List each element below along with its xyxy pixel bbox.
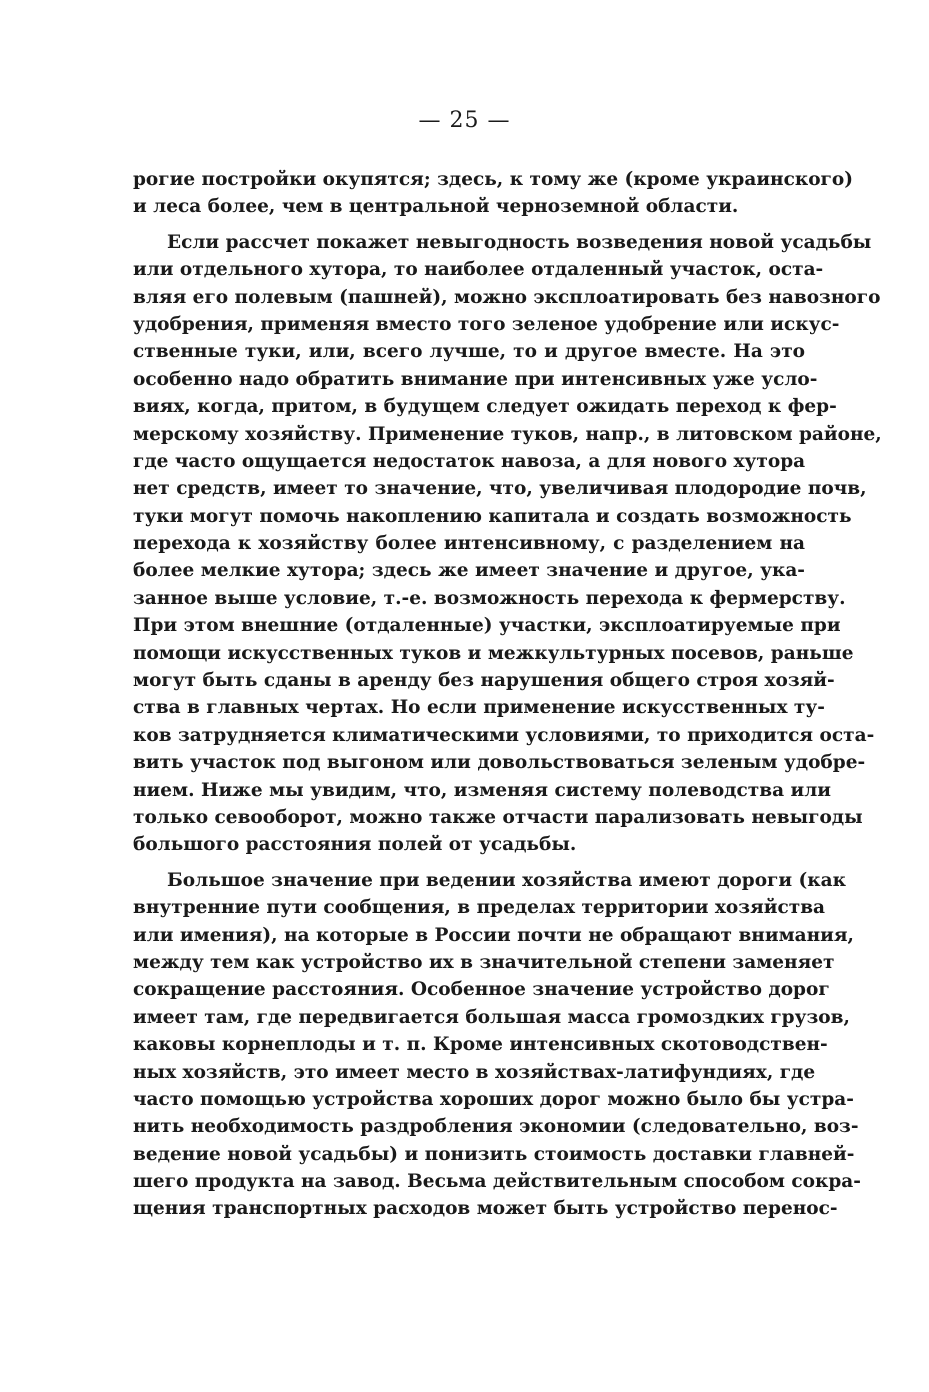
text-line: могут быть сданы в аренду без нарушения общего строя хозяй-: [133, 670, 835, 692]
text-line: имеет там, где передвигается большая масса громоздких грузов,: [133, 1006, 850, 1028]
text-line: ства в главных чертах. Но если применение искусственных ту-: [133, 697, 825, 719]
text-line: ведение новой усадьбы) и понизить стоимость доставки главней-: [133, 1143, 855, 1165]
text-line: вляя его полевым (пашней), можно эксплоатировать без навозного: [133, 286, 881, 308]
text-line: занное выше условие, т.-е. возможность перехода к фермерству.: [133, 587, 846, 609]
text-line: нием. Ниже мы увидим, что, изменяя систему полеводства или: [133, 779, 832, 801]
text-line: более мелкие хутора; здесь же имеет значение и другое, ука-: [133, 560, 805, 582]
text-line: нить необходимость раздробления экономии (следовательно, воз-: [133, 1116, 859, 1138]
paragraph: [133, 867, 861, 1223]
paragraph: [133, 229, 882, 859]
text-line: каковы корнеплоды и т. п. Кроме интенсивных скотоводствен-: [133, 1034, 828, 1056]
text-line: виях, когда, притом, в будущем следует ожидать переход к фер-: [133, 396, 837, 418]
text-line: Большое значение при ведении хозяйства имеют дороги (как: [167, 869, 846, 891]
text-line: или отдельного хутора, то наиболее отдаленный участок, оста-: [133, 259, 824, 281]
text-line: где часто ощущается недостаток навоза, а для нового хутора: [133, 450, 806, 472]
text-line: При этом внешние (отдаленные) участки, эксплоатируемые при: [133, 615, 841, 637]
text-line: и леса более, чем в центральной черноземной области.: [133, 196, 739, 218]
text-line: только севооборот, можно также отчасти парализовать невыгоды: [133, 806, 863, 828]
text-line: внутренние пути сообщения, в пределах территории хозяйства: [133, 897, 826, 919]
text-line: ных хозяйств, это имеет место в хозяйствах-латифундиях, где: [133, 1061, 816, 1083]
text-line: ков затрудняется климатическими условиями, то приходится оста-: [133, 724, 875, 746]
text-line: шего продукта на завод. Весьма действительным способом сокра-: [133, 1171, 861, 1193]
text-line: перехода к хозяйству более интенсивному, с разделением на: [133, 533, 805, 555]
text-line: нет средств, имеет то значение, что, увеличивая плодородие почв,: [133, 478, 867, 500]
text-line: часто помощью устройства хороших дорог можно было бы устра-: [133, 1088, 854, 1110]
body-text: [133, 166, 882, 1223]
text-line: особенно надо обратить внимание при интенсивных уже усло-: [133, 368, 818, 390]
text-line: удобрения, применяя вместо того зеленое удобрение или искус-: [133, 313, 840, 335]
text-line: туки могут помочь накоплению капитала и создать возможность: [133, 505, 852, 527]
text-line: или имения), на которые в России почти не обращают внимания,: [133, 924, 854, 946]
text-line: вить участок под выгоном или довольствоваться зеленым удобре-: [133, 752, 866, 774]
paragraph: [133, 166, 853, 221]
text-line: ственные туки, или, всего лучше, то и другое вместе. На это: [133, 341, 805, 363]
text-line: щения транспортных расходов может быть устройство перенос-: [133, 1198, 838, 1220]
text-line: помощи искусственных туков и межкультурных посевов, раньше: [133, 642, 854, 664]
text-line: между тем как устройство их в значительной степени заменяет: [133, 951, 835, 973]
text-line: Если рассчет покажет невыгодность возведения новой усадьбы: [167, 231, 872, 253]
text-line: сокращение расстояния. Особенное значение устройство дорог: [133, 979, 830, 1001]
paragraph-gap: [133, 221, 805, 229]
text-line: большого расстояния полей от усадьбы.: [133, 834, 577, 856]
text-line: мерскому хозяйству. Применение туков, напр., в литовском районе,: [133, 423, 882, 445]
paragraph-gap: [133, 859, 805, 867]
text-line: рогие постройки окупятся; здесь, к тому же (кроме украинского): [133, 169, 853, 190]
page-number: — 25 —: [418, 108, 511, 133]
